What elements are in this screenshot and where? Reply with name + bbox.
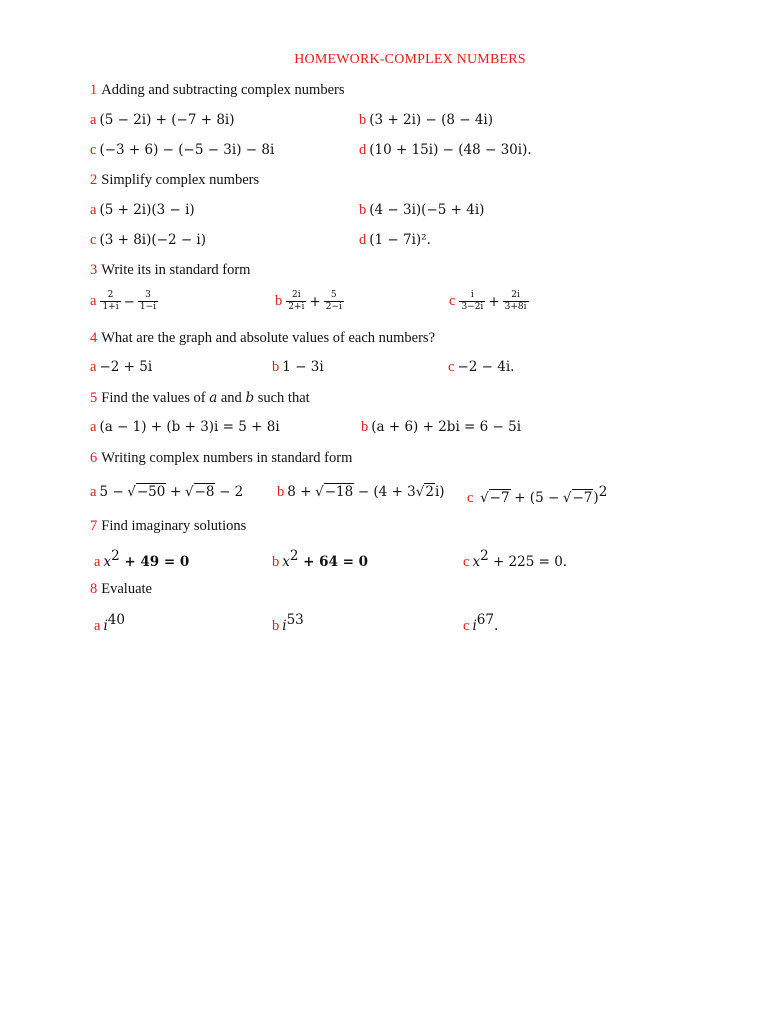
- problem-2c: [90, 232, 206, 249]
- fraction: $\frac{i}{3-2i}$: [461, 290, 484, 312]
- problem-5a: [90, 419, 280, 436]
- problem-label: b: [361, 419, 369, 435]
- section-1-heading: [90, 82, 344, 99]
- problem-label: b: [359, 112, 367, 128]
- problem-expression: (1 − 7i)².: [369, 232, 431, 248]
- section-7-heading: [90, 518, 246, 535]
- problem-label: a: [90, 112, 97, 128]
- problem-3b: b $\frac{2i}{2+i}$ + $\frac{5}{2-i}$: [275, 290, 342, 312]
- section-2-heading: [90, 172, 259, 189]
- exponent: 2: [598, 484, 608, 500]
- problem-4a: [90, 359, 152, 376]
- section-text: Writing complex numbers in standard form: [101, 450, 353, 466]
- page-title: HOMEWORK-COMPLEX NUMBERS: [294, 52, 526, 67]
- variable-b: b: [245, 390, 255, 406]
- problem-label: a: [90, 484, 97, 500]
- problem-2a: [90, 202, 195, 219]
- problem-7c: c $x^2 + 225 = 0$.: [463, 548, 568, 570]
- problem-label: b: [275, 292, 283, 309]
- problem-label: a: [94, 553, 101, 570]
- problem-1a: [90, 112, 235, 129]
- problem-1d: [359, 142, 532, 159]
- problem-label: c: [90, 232, 97, 248]
- problem-expression: (10 + 15i) − (48 − 30i).: [369, 142, 532, 158]
- problem-expression: (5 − 2i) + (−7 + 8i): [99, 112, 235, 128]
- section-number: 2: [90, 172, 98, 188]
- problem-label: a: [90, 292, 97, 309]
- problem-expression: (a + 6) + 2bi = 6 − 5i: [371, 419, 522, 435]
- problem-label: b: [359, 202, 367, 218]
- fraction: $\frac{5}{2-i}$: [325, 290, 342, 312]
- section-3-heading: [90, 262, 250, 279]
- problem-expression: 1 − 3i: [282, 359, 324, 375]
- section-number: 4: [90, 330, 98, 346]
- fraction: $\frac{2}{1+i}$: [102, 290, 119, 312]
- section-4-heading: [90, 330, 435, 347]
- problem-2d: [359, 232, 431, 249]
- problem-expression: −2 + 5i: [99, 359, 153, 375]
- problem-4c: [448, 359, 514, 376]
- radical: √−7: [480, 489, 510, 506]
- section-number: 1: [90, 82, 98, 98]
- problem-6a: a 5 − √−50 + √−8 − 2: [90, 484, 244, 500]
- section-number: 3: [90, 262, 98, 278]
- problem-label: b: [272, 359, 280, 375]
- problem-label: c: [463, 553, 470, 570]
- problem-8c: c $i^{67}$.: [463, 612, 499, 634]
- section-text: Evaluate: [101, 581, 152, 597]
- section-number: 8: [90, 581, 98, 597]
- problem-label: a: [90, 419, 97, 435]
- problem-5b: [361, 419, 521, 436]
- section-number: 6: [90, 450, 98, 466]
- problem-expression: (a − 1) + (b + 3)i = 5 + 8i: [99, 419, 280, 435]
- section-text: Simplify complex numbers: [101, 172, 260, 188]
- problem-label: a: [90, 359, 97, 375]
- problem-8a: a $i^{40}$: [94, 612, 125, 634]
- problem-2b: [359, 202, 484, 219]
- radical: √−8: [184, 484, 215, 500]
- fraction: $\frac{2i}{2+i}$: [288, 290, 305, 312]
- problem-3c: c $\frac{i}{3-2i}$ + $\frac{2i}{3+8i}$: [449, 290, 527, 312]
- problem-label: b: [272, 617, 280, 634]
- radical: √−18: [315, 484, 354, 500]
- problem-label: d: [359, 232, 367, 248]
- section-number: 5: [90, 390, 98, 406]
- problem-label: b: [272, 553, 280, 570]
- problem-8b: b $i^{53}$: [272, 612, 304, 634]
- problem-label: c: [449, 292, 456, 309]
- section-6-heading: [90, 450, 352, 467]
- section-number: 7: [90, 518, 98, 534]
- section-8-heading: [90, 581, 152, 598]
- fraction: $\frac{2i}{3+8i}$: [504, 290, 527, 312]
- section-text: Adding and subtracting complex numbers: [101, 82, 345, 98]
- problem-label: c: [448, 359, 455, 375]
- problem-label: c: [463, 617, 470, 634]
- fraction: $\frac{3}{1-i}$: [139, 290, 157, 312]
- problem-1b: [359, 112, 493, 129]
- radical: √2: [415, 484, 434, 500]
- problem-4b: [272, 359, 324, 376]
- problem-expression: (−3 + 6) − (−5 − 3i) − 8i: [99, 142, 275, 158]
- section-text: Find the values of: [101, 390, 206, 406]
- radical: √−50: [127, 484, 166, 500]
- section-text: Write its in standard form: [101, 262, 251, 278]
- problem-label: d: [359, 142, 367, 158]
- section-text-post: such that: [257, 390, 310, 406]
- problem-label: b: [277, 484, 285, 500]
- section-5-heading: [90, 390, 310, 407]
- problem-expression: −2 − 4i.: [457, 359, 515, 375]
- problem-3a: a $\frac{2}{1+i}$ − $\frac{3}{1-i}$: [90, 290, 157, 312]
- problem-7b: b $x^2 + 64 = 0$: [272, 548, 369, 570]
- section-text-and: and: [220, 390, 242, 406]
- variable-a: a: [209, 390, 218, 406]
- problem-label: c: [90, 142, 97, 158]
- problem-expression: (4 − 3i)(−5 + 4i): [369, 202, 485, 218]
- problem-1c: [90, 142, 274, 159]
- section-text: Find imaginary solutions: [101, 518, 247, 534]
- section-text: What are the graph and absolute values of each numbers?: [101, 330, 436, 346]
- problem-label: a: [94, 617, 101, 634]
- problem-label: c: [467, 489, 474, 506]
- radical: √−7: [562, 489, 593, 506]
- problem-expression: (3 + 8i)(−2 − i): [99, 232, 207, 248]
- problem-label: a: [90, 202, 97, 218]
- problem-7a: a $x^2 + 49 = 0$: [94, 548, 190, 570]
- problem-expression: (3 + 2i) − (8 − 4i): [369, 112, 493, 128]
- problem-expression: (5 + 2i)(3 − i): [99, 202, 195, 218]
- problem-6c: c $√-7 + (5 - √-7)^2$: [467, 484, 608, 506]
- problem-6b: b 8 + √−18 − (4 + 3√2i): [277, 484, 445, 500]
